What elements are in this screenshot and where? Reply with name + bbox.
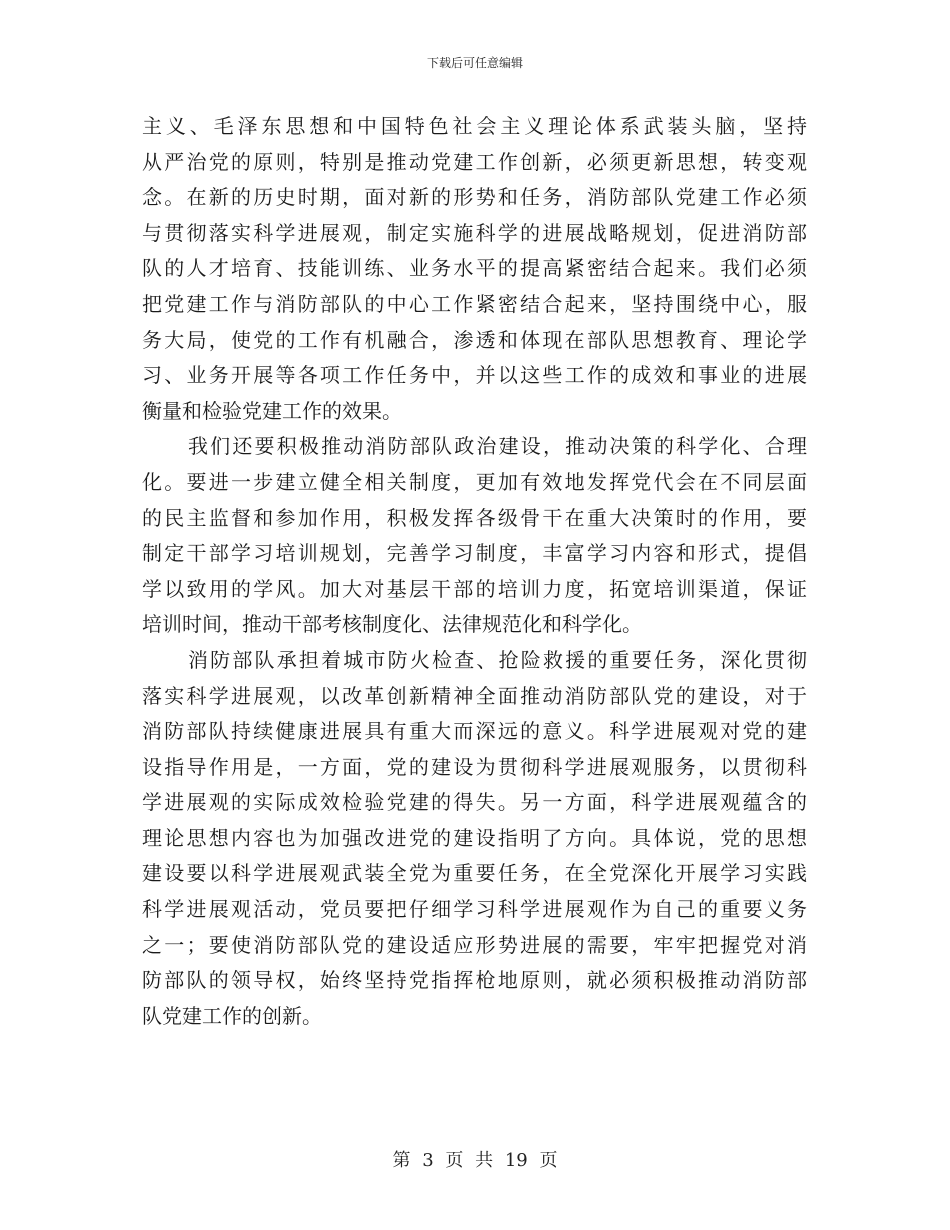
text-line: 科学进展观活动，党员要把仔细学习科学进展观作为自己的重要义务 — [142, 897, 807, 922]
text-line: 从严治党的原则，特别是推动党建工作创新，必须更新思想，转变观 — [142, 149, 807, 174]
text-line: 之一；要使消防部队党的建设适应形势进展的需要，牢牢把握党对消 — [142, 932, 807, 957]
text-line: 队的人才培育、技能训练、业务水平的提高紧密结合起来。我们必须 — [142, 256, 807, 281]
document-body — [142, 109, 807, 1034]
text-line: 把党建工作与消防部队的中心工作紧密结合起来，坚持围绕中心，服 — [142, 291, 807, 316]
text-line: 习、业务开展等各项工作任务中，并以这些工作的成效和事业的进展 — [142, 363, 807, 388]
text-line: 落实科学进展观，以改革创新精神全面推动消防部队党的建设，对于 — [142, 683, 807, 708]
paragraph-2 — [142, 429, 807, 643]
text-line: 学进展观的实际成效检验党建的得失。另一方面，科学进展观蕴含的 — [142, 790, 807, 815]
text-line: 建设要以科学进展观武装全党为重要任务，在全党深化开展学习实践 — [142, 861, 807, 886]
text-line: 理论思想内容也为加强改进党的建设指明了方向。具体说，党的思想 — [142, 825, 807, 850]
text-line: 防部队的领导权，始终坚持党指挥枪地原则，就必须积极推动消防部 — [142, 968, 807, 993]
paragraph-3 — [142, 643, 807, 1035]
paragraph-1 — [142, 109, 807, 429]
text-line: 队党建工作的创新。 — [142, 1003, 322, 1028]
text-line: 主义、毛泽东思想和中国特色社会主义理论体系武装头脑，坚持 — [142, 114, 807, 138]
text-line: 念。在新的历史时期，面对新的形势和任务，消防部队党建工作必须 — [142, 185, 807, 210]
page-number-footer: 第 3 页 共 19 页 — [392, 1150, 558, 1171]
text-line: 与贯彻落实科学进展观，制定实施科学的进展战略规划，促进消防部 — [142, 220, 807, 245]
text-line: 的民主监督和参加作用，积极发挥各级骨干在重大决策时的作用，要 — [142, 505, 807, 530]
text-line: 制定干部学习培训规划，完善学习制度，丰富学习内容和形式，提倡 — [142, 541, 807, 566]
text-line: 消防部队承担着城市防火检查、抢险救援的重要任务，深化贯彻 — [188, 647, 807, 672]
text-line: 培训时间，推动干部考核制度化、法律规范化和科学化。 — [142, 612, 642, 637]
text-line: 务大局，使党的工作有机融合，渗透和体现在部队思想教育、理论学 — [142, 327, 807, 352]
text-line: 学以致用的学风。加大对基层干部的培训力度，拓宽培训渠道，保证 — [142, 576, 807, 601]
text-line: 我们还要积极推动消防部队政治建设，推动决策的科学化、合理 — [188, 434, 807, 459]
text-line: 化。要进一步建立健全相关制度，更加有效地发挥党代会在不同层面 — [142, 469, 807, 494]
text-line: 衡量和检验党建工作的效果。 — [142, 398, 402, 423]
text-line: 消防部队持续健康进展具有重大而深远的意义。科学进展观对党的建 — [142, 719, 807, 744]
text-line: 设指导作用是，一方面，党的建设为贯彻科学进展观服务，以贯彻科 — [142, 754, 807, 779]
page-header-note: 下载后可任意编辑 — [426, 56, 523, 70]
